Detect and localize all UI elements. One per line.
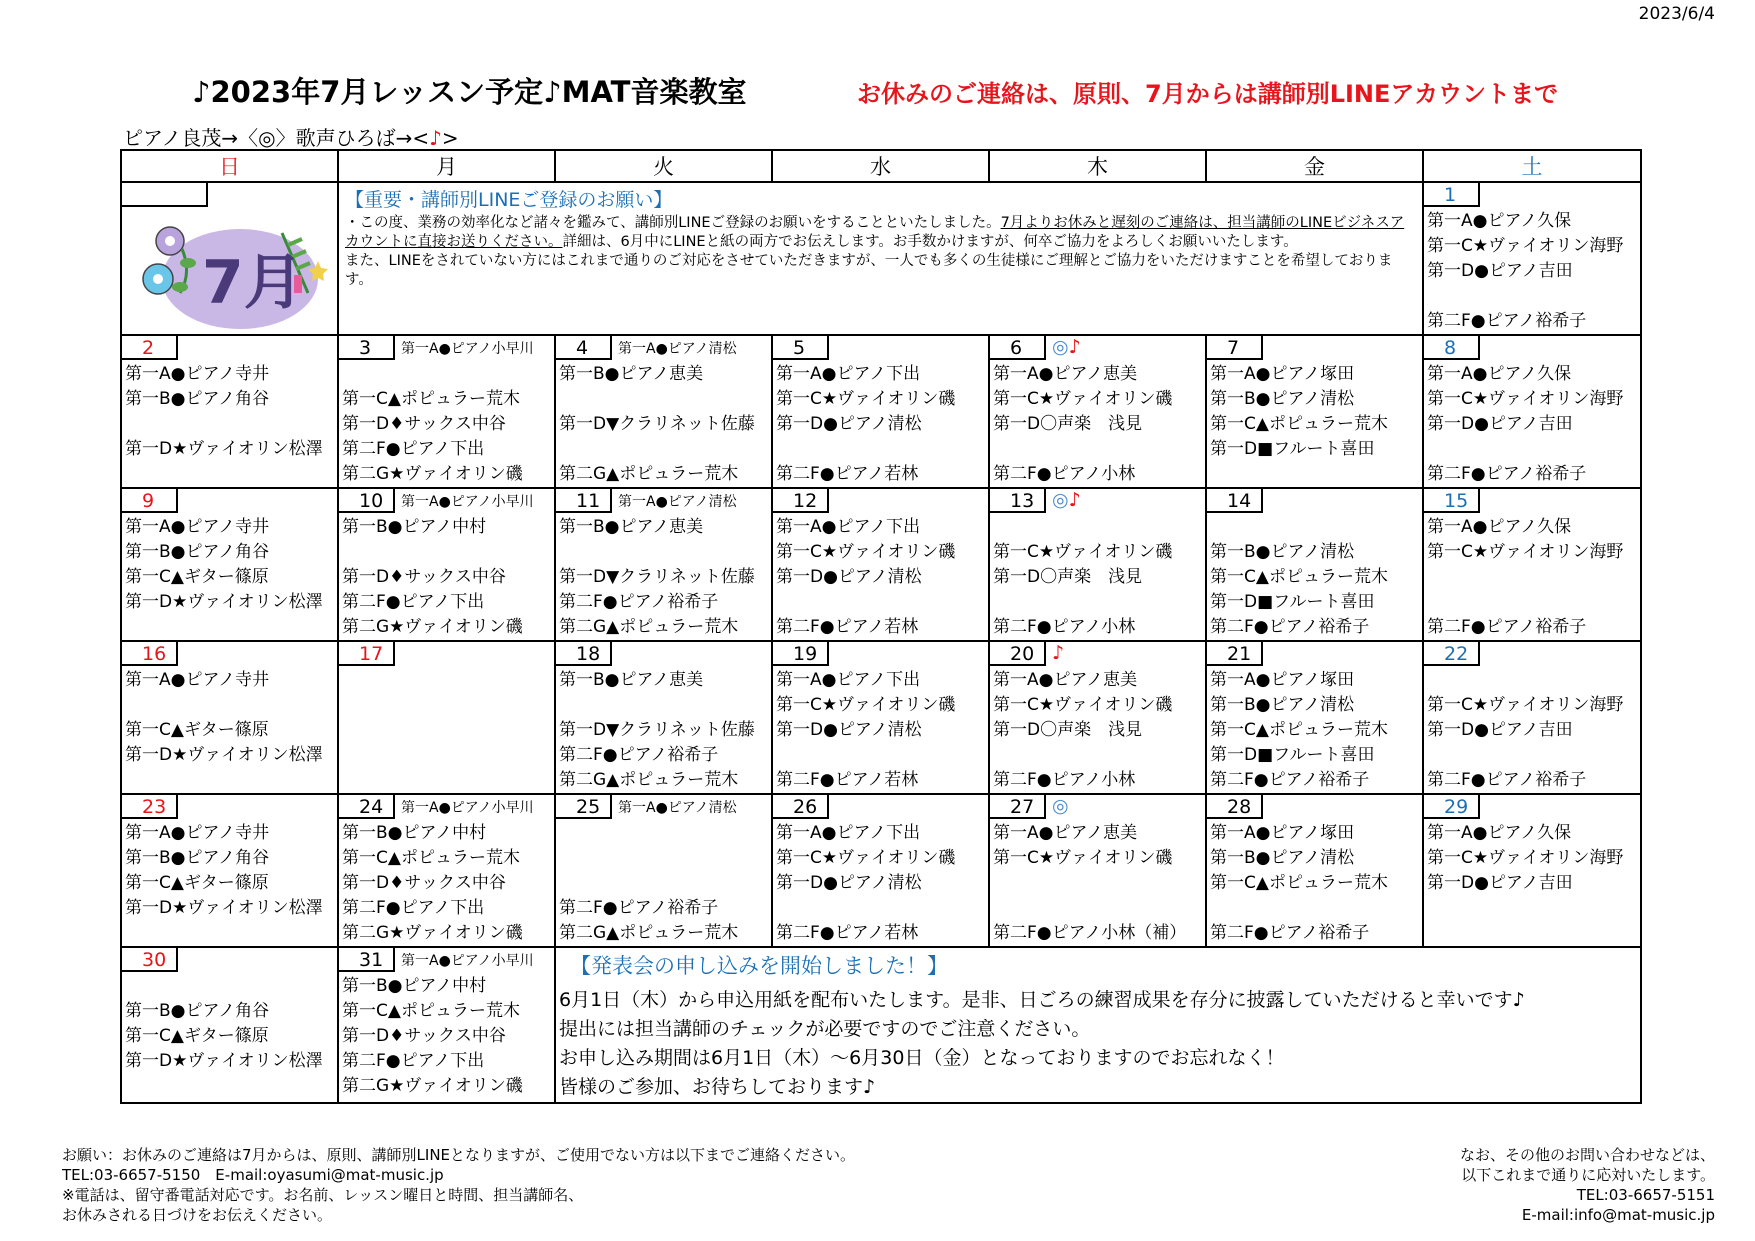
day-number: 9	[122, 489, 178, 513]
lesson-line: 第一C★ヴァイオリン磯	[993, 695, 1173, 715]
lesson-line	[556, 846, 771, 871]
lesson-line	[339, 668, 554, 693]
lesson-line: 第一C★ヴァイオリン磯	[993, 542, 1173, 562]
lesson-line	[773, 743, 988, 768]
day-cell-24	[338, 794, 555, 947]
lesson-line	[339, 362, 554, 387]
weekday-sat: 土	[1423, 150, 1641, 182]
lesson-line: 第一A●ピアノ久保	[1427, 364, 1572, 384]
lesson-line: 第一D★ヴァイオリン松澤	[125, 439, 323, 459]
calendar-table	[120, 149, 1642, 1104]
lesson-line: 第一D♦サックス中谷	[342, 873, 506, 893]
lesson-line: 第一C▲ポピュラー荒木	[1210, 873, 1388, 893]
lesson-line: 第一A●ピアノ寺井	[125, 364, 270, 384]
lesson-line: 第一C★ヴァイオリン海野	[1427, 848, 1624, 868]
lesson-line	[990, 743, 1205, 768]
lesson-line: 第一B●ピアノ角谷	[125, 542, 270, 562]
lesson-line: 第一C★ヴァイオリン海野	[1427, 389, 1624, 409]
legend	[123, 122, 459, 151]
week-row-1	[121, 182, 1641, 335]
lesson-line: 第一A●ピアノ寺井	[125, 517, 270, 537]
lesson-line: 第一D●ピアノ清松	[776, 873, 922, 893]
day-cell-22	[1423, 641, 1641, 794]
day-number: 7	[1207, 336, 1263, 360]
lesson-line: 第二F●ピアノ裕希子	[1210, 923, 1370, 943]
footer-left	[62, 1145, 855, 1225]
day-number: 17	[339, 642, 395, 666]
lesson-line: 第一D♦サックス中谷	[342, 567, 506, 587]
lesson-line: 第二F●ピアノ裕希子	[1427, 464, 1587, 484]
weekday-tue: 火	[555, 150, 772, 182]
lesson-line: 第二F●ピアノ裕希子	[1427, 617, 1587, 637]
week-row-2	[121, 335, 1641, 488]
day-number: 1	[1424, 183, 1480, 207]
lesson-line: 第二F●ピアノ小林（補）	[993, 923, 1187, 943]
special-event-marks	[1052, 642, 1064, 664]
info-title: 【重要・講師別LINEご登録のお願い】	[345, 189, 673, 211]
weekday-header-row	[121, 150, 1641, 182]
lesson-line: 第一A●ピアノ久保	[1427, 211, 1572, 231]
lesson-line: 第一D■フルート喜田	[1210, 439, 1375, 459]
lesson-line: 第一A●ピアノ寺井	[125, 823, 270, 843]
lesson-line: 第二F●ピアノ若林	[776, 464, 919, 484]
lesson-line: 第一B●ピアノ角谷	[125, 848, 270, 868]
lesson-line	[1424, 437, 1640, 462]
info-p1c: 詳細は、6月中にLINEと紙の両方でお伝えします。お手数かけますが、何卒ご協力をよろしくお願いいたします。	[562, 234, 1298, 250]
lesson-line: 第一C★ヴァイオリン磯	[776, 848, 956, 868]
lesson-line: 第一C▲ポピュラー荒木	[1210, 567, 1388, 587]
lesson-line: 第一C▲ギター篠原	[125, 567, 269, 587]
day-cell-8	[1423, 335, 1641, 488]
lesson-line: 第一D★ヴァイオリン松澤	[125, 592, 323, 612]
lesson-line: 第一B●ピアノ角谷	[125, 389, 270, 409]
day-cell-12	[772, 488, 989, 641]
lesson-line: 第一C▲ポピュラー荒木	[342, 389, 520, 409]
week-row-6	[121, 947, 1641, 1103]
lesson-line: 第一D▼クラリネット佐藤	[559, 567, 755, 587]
lesson-line	[122, 921, 337, 946]
lesson-line	[339, 743, 554, 768]
day-number: 18	[556, 642, 612, 666]
special-event-marks	[1052, 795, 1069, 817]
info-p1b: 7月よりお休みと遅刻のご連絡は、担当講師のLINEビジネスアカウントに直接お送りください。	[345, 215, 1405, 250]
piano-event-icon: ◎	[1052, 336, 1069, 358]
lesson-line: 第二G★ヴァイオリン磯	[342, 617, 523, 637]
piano-event-icon: ◎	[1052, 795, 1069, 817]
day-cell-16	[121, 641, 338, 794]
lesson-line	[1424, 743, 1640, 768]
lesson-line: 第一C▲ギター篠原	[125, 873, 269, 893]
footer-right-line: TEL:03-6657-5151	[1576, 1186, 1715, 1204]
lesson-line	[556, 540, 771, 565]
weekday-mon: 月	[338, 150, 555, 182]
lesson-line: 第一C★ヴァイオリン磯	[776, 542, 956, 562]
lesson-line: 第二F●ピアノ裕希子	[1210, 617, 1370, 637]
day-number: 6	[990, 336, 1046, 360]
day-number: 22	[1424, 642, 1480, 666]
day-number: 5	[773, 336, 829, 360]
weekday-wed: 水	[772, 150, 989, 182]
day-cell-3	[338, 335, 555, 488]
day-number: 24	[339, 795, 395, 819]
lesson-line	[990, 590, 1205, 615]
lesson-line: 第一C★ヴァイオリン磯	[776, 695, 956, 715]
lesson-line: 第一C▲ポピュラー荒木	[1210, 414, 1388, 434]
piano-event-icon: ◎	[1052, 489, 1069, 511]
lesson-line: 第一A●ピアノ塚田	[1210, 823, 1355, 843]
day-cell-18	[555, 641, 772, 794]
lesson-line: 第一D●ピアノ吉田	[1427, 261, 1573, 281]
lesson-line: 第二F●ピアノ下出	[342, 592, 485, 612]
lesson-line	[1424, 921, 1640, 946]
lesson-line: 第二F●ピアノ下出	[342, 439, 485, 459]
lesson-line: 第一C▲ポピュラー荒木	[1210, 720, 1388, 740]
lesson-line	[1424, 284, 1640, 309]
day-number: 19	[773, 642, 829, 666]
footer-right	[1460, 1145, 1715, 1225]
document-date: 2023/6/4	[1638, 4, 1715, 24]
lesson-line: 第二G★ヴァイオリン磯	[342, 923, 523, 943]
lesson-line	[122, 974, 337, 999]
lesson-line: 第一D■フルート喜田	[1210, 745, 1375, 765]
day-number: 31	[339, 948, 395, 972]
weekday-fri: 金	[1206, 150, 1423, 182]
lesson-line	[1207, 896, 1422, 921]
lesson-line: 第一C★ヴァイオリン磯	[776, 389, 956, 409]
lesson-line: 第一A●ピアノ恵美	[993, 364, 1138, 384]
lesson-line	[1424, 590, 1640, 615]
day-cell-19	[772, 641, 989, 794]
lesson-line	[339, 768, 554, 793]
week-row-3	[121, 488, 1641, 641]
lesson-line: 第二F●ピアノ裕希子	[1427, 770, 1587, 790]
info-cell	[338, 182, 1423, 335]
special-event-marks	[1052, 336, 1081, 358]
lesson-line	[773, 590, 988, 615]
day-number: 16	[122, 642, 178, 666]
day-cell-2	[121, 335, 338, 488]
day-cell-28	[1206, 794, 1423, 947]
title-row	[192, 70, 1715, 114]
info-p2: また、LINEをされていない方にはこれまで通りのご対応をさせていただきますが、一人でも多くの生徒様にご理解とご協力をいただけますことを希望しております。	[345, 253, 1393, 288]
lesson-line: 第二F●ピアノ裕希子	[1210, 770, 1370, 790]
lesson-line: 第一D●ピアノ清松	[776, 720, 922, 740]
lesson-line	[556, 693, 771, 718]
day-number: 27	[990, 795, 1046, 819]
first-lesson-inline: 第一A●ピアノ清松	[618, 800, 737, 816]
lesson-line: 第二G▲ポピュラー荒木	[559, 617, 739, 637]
lesson-line: 第一A●ピアノ下出	[776, 517, 921, 537]
legend-note-icon: ♪	[429, 126, 442, 150]
lesson-line: 第二F●ピアノ小林	[993, 464, 1136, 484]
weekday-thu: 木	[989, 150, 1206, 182]
lesson-line	[773, 896, 988, 921]
lesson-line: 第二G▲ポピュラー荒木	[559, 923, 739, 943]
lesson-line: 第一D〇声楽 浅見	[993, 414, 1143, 434]
day-cell-31	[338, 947, 555, 1103]
lesson-line	[556, 387, 771, 412]
lesson-line: 第一A●ピアノ下出	[776, 670, 921, 690]
day-number: 13	[990, 489, 1046, 513]
concert-line: 6月1日（木）から申込用紙を配布いたします。是非、日ごろの練習成果を存分に披露していただけると幸いです♪	[559, 989, 1525, 1011]
day-cell-6	[989, 335, 1206, 488]
lesson-line: 第一B●ピアノ中村	[342, 823, 487, 843]
lesson-line: 第二G★ヴァイオリン磯	[342, 464, 523, 484]
day-number: 26	[773, 795, 829, 819]
day-number: 29	[1424, 795, 1480, 819]
lesson-line: 第一D▼クラリネット佐藤	[559, 414, 755, 434]
lesson-line: 第一A●ピアノ恵美	[993, 670, 1138, 690]
lesson-line: 第一C★ヴァイオリン磯	[993, 389, 1173, 409]
day-cell-13	[989, 488, 1206, 641]
footer-right-line: 以下これまで通りに応対いたします。	[1461, 1166, 1715, 1184]
footer-left-line: ※電話は、留守番電話対応です。お名前、レッスン曜日と時間、担当講師名、	[62, 1186, 584, 1204]
day-number: 20	[990, 642, 1046, 666]
lesson-line	[1424, 565, 1640, 590]
lesson-line: 第一D●ピアノ清松	[776, 567, 922, 587]
day-cell-30	[121, 947, 338, 1103]
day-cell-4	[555, 335, 772, 488]
lesson-line: 第一A●ピアノ久保	[1427, 517, 1572, 537]
day-cell-14	[1206, 488, 1423, 641]
day-cell-7	[1206, 335, 1423, 488]
day-number: 23	[122, 795, 178, 819]
week-row-5	[121, 794, 1641, 947]
lesson-line: 第一B●ピアノ角谷	[125, 1001, 270, 1021]
lesson-line	[990, 896, 1205, 921]
day-number: 14	[1207, 489, 1263, 513]
lesson-line: 第一D★ヴァイオリン松澤	[125, 1051, 323, 1071]
lesson-line: 第一D■フルート喜田	[1210, 592, 1375, 612]
concert-line: 皆様のご参加、お待ちしております♪	[559, 1076, 876, 1098]
lesson-line	[773, 437, 988, 462]
july-illustration	[122, 183, 339, 329]
day-number: 12	[773, 489, 829, 513]
lesson-line: 第二F●ピアノ下出	[342, 1051, 485, 1071]
lesson-line: 第一A●ピアノ下出	[776, 364, 921, 384]
day-cell-9	[121, 488, 338, 641]
lesson-line: 第二F●ピアノ若林	[776, 617, 919, 637]
lesson-line: 第一B●ピアノ恵美	[559, 670, 704, 690]
day-cell-26	[772, 794, 989, 947]
concert-line: お申し込み期間は6月1日（木）～6月30日（金）となっておりますのでお忘れなく！	[559, 1047, 1285, 1069]
lesson-line: 第二G▲ポピュラー荒木	[559, 464, 739, 484]
lesson-line: 第二G▲ポピュラー荒木	[559, 770, 739, 790]
lesson-line: 第一B●ピアノ中村	[342, 976, 487, 996]
lesson-line: 第一D●ピアノ吉田	[1427, 414, 1573, 434]
lesson-line: 第二F●ピアノ裕希子	[559, 592, 719, 612]
lesson-line: 第一A●ピアノ寺井	[125, 670, 270, 690]
lesson-line: 第一B●ピアノ清松	[1210, 695, 1355, 715]
lesson-line	[1207, 462, 1422, 487]
day-number: 8	[1424, 336, 1480, 360]
weekday-sun: 日	[121, 150, 338, 182]
day-number: 21	[1207, 642, 1263, 666]
singing-event-icon: ♪	[1068, 336, 1081, 358]
footer-right-line: E-mail:info@mat-music.jp	[1521, 1206, 1715, 1224]
lesson-line: 第一A●ピアノ久保	[1427, 823, 1572, 843]
footer-right-line: なお、その他のお問い合わせなどは、	[1459, 1146, 1715, 1164]
lesson-line: 第一B●ピアノ清松	[1210, 389, 1355, 409]
concert-line: 提出には担当講師のチェックが必要ですのでご注意ください。	[559, 1018, 1091, 1040]
lesson-line	[556, 437, 771, 462]
first-lesson-inline: 第一A●ピアノ小早川	[401, 953, 534, 969]
day-number: 15	[1424, 489, 1480, 513]
lesson-line	[122, 615, 337, 640]
first-lesson-inline: 第一A●ピアノ清松	[618, 341, 737, 357]
lesson-line: 第一D〇声楽 浅見	[993, 720, 1143, 740]
lesson-line	[122, 462, 337, 487]
lesson-line: 第二F●ピアノ裕希子	[1427, 311, 1587, 331]
lesson-line	[1424, 668, 1640, 693]
lesson-line: 第一D●ピアノ吉田	[1427, 720, 1573, 740]
day-cell-17	[338, 641, 555, 794]
day-number: 3	[339, 336, 395, 360]
footer-left-line: お休みされる日づけをお伝えください。	[62, 1206, 333, 1224]
special-event-marks	[1052, 489, 1081, 511]
lesson-line	[122, 768, 337, 793]
lesson-line	[122, 693, 337, 718]
lesson-line	[990, 437, 1205, 462]
day-number: 2	[122, 336, 178, 360]
lesson-line	[339, 718, 554, 743]
lesson-line: 第二G★ヴァイオリン磯	[342, 1076, 523, 1096]
lesson-line: 第一D♦サックス中谷	[342, 1026, 506, 1046]
lesson-line: 第二F●ピアノ裕希子	[559, 745, 719, 765]
singing-event-icon: ♪	[1052, 642, 1065, 664]
day-cell-27	[989, 794, 1206, 947]
singing-event-icon: ♪	[1068, 489, 1081, 511]
lesson-line: 第一D★ヴァイオリン松澤	[125, 898, 323, 918]
week-row-4	[121, 641, 1641, 794]
info-text	[339, 214, 1422, 290]
lesson-line: 第一C▲ポピュラー荒木	[342, 848, 520, 868]
legend-text: ピアノ良茂→〈◎〉歌声ひろば→<	[123, 126, 430, 150]
lesson-line: 第一A●ピアノ塚田	[1210, 364, 1355, 384]
lesson-line	[1424, 896, 1640, 921]
lesson-line	[339, 540, 554, 565]
concert-title: 【発表会の申し込みを開始しました！】	[570, 954, 948, 978]
day-cell-5	[772, 335, 989, 488]
lesson-line: 第二F●ピアノ下出	[342, 898, 485, 918]
lesson-line	[990, 515, 1205, 540]
lesson-line: 第一D●ピアノ清松	[776, 414, 922, 434]
day-number: 30	[122, 948, 178, 972]
lesson-line	[1207, 515, 1422, 540]
lesson-line: 第一B●ピアノ清松	[1210, 542, 1355, 562]
day-number: 4	[556, 336, 612, 360]
day-number: 10	[339, 489, 395, 513]
footer-left-line: お願い：お休みのご連絡は7月からは、原則、講師別LINEとなりますが、ご使用でない方は以下までご連絡ください。	[62, 1146, 856, 1164]
lesson-line: 第一A●ピアノ恵美	[993, 823, 1138, 843]
lesson-line: 第一C▲ギター篠原	[125, 720, 269, 740]
lesson-line: 第一A●ピアノ下出	[776, 823, 921, 843]
day-number: 11	[556, 489, 612, 513]
first-lesson-inline: 第一A●ピアノ小早川	[401, 341, 534, 357]
lesson-line: 第一D▼クラリネット佐藤	[559, 720, 755, 740]
lesson-line: 第一B●ピアノ中村	[342, 517, 487, 537]
lesson-line: 第二F●ピアノ若林	[776, 770, 919, 790]
page-title: ♪2023年7月レッスン予定♪MAT音楽教室	[192, 75, 747, 109]
lesson-line	[122, 412, 337, 437]
day-number: 28	[1207, 795, 1263, 819]
day-cell-11	[555, 488, 772, 641]
lesson-line: 第一C▲ポピュラー荒木	[342, 1001, 520, 1021]
lesson-line	[990, 871, 1205, 896]
info-p1a: ・この度、業務の効率化など諸々を鑑みて、講師別LINEご登録のお願いをすることといたしました。	[345, 215, 1001, 231]
day-cell-23	[121, 794, 338, 947]
lesson-line	[556, 871, 771, 896]
day-cell-15	[1423, 488, 1641, 641]
lesson-line: 第一B●ピアノ清松	[1210, 848, 1355, 868]
lesson-line: 第一C★ヴァイオリン磯	[993, 848, 1173, 868]
lesson-line: 第一C▲ギター篠原	[125, 1026, 269, 1046]
lesson-line: 第二F●ピアノ小林	[993, 617, 1136, 637]
day-cell-20	[989, 641, 1206, 794]
lesson-line: 第一D★ヴァイオリン松澤	[125, 745, 323, 765]
lesson-line	[556, 821, 771, 846]
july-badge-cell	[121, 182, 338, 335]
concert-notice-cell	[555, 947, 1641, 1103]
july-badge-text: 7月	[202, 248, 304, 318]
lesson-line: 第一C★ヴァイオリン海野	[1427, 236, 1624, 256]
legend-close: >	[441, 126, 459, 150]
day-cell-1	[1423, 182, 1641, 335]
day-cell-21	[1206, 641, 1423, 794]
lesson-line: 第一C★ヴァイオリン海野	[1427, 542, 1624, 562]
lesson-line: 第一D〇声楽 浅見	[993, 567, 1143, 587]
day-cell-29	[1423, 794, 1641, 947]
lesson-line	[122, 1074, 337, 1099]
lesson-line: 第一A●ピアノ塚田	[1210, 670, 1355, 690]
lesson-line: 第二F●ピアノ裕希子	[559, 898, 719, 918]
day-cell-10	[338, 488, 555, 641]
day-cell-25	[555, 794, 772, 947]
lesson-line: 第二F●ピアノ小林	[993, 770, 1136, 790]
lesson-line: 第一C★ヴァイオリン海野	[1427, 695, 1624, 715]
lesson-line: 第一B●ピアノ恵美	[559, 364, 704, 384]
first-lesson-inline: 第一A●ピアノ小早川	[401, 494, 534, 510]
first-lesson-inline: 第一A●ピアノ清松	[618, 494, 737, 510]
lesson-line: 第一B●ピアノ恵美	[559, 517, 704, 537]
first-lesson-inline: 第一A●ピアノ小早川	[401, 800, 534, 816]
day-number: 25	[556, 795, 612, 819]
lesson-line: 第二F●ピアノ若林	[776, 923, 919, 943]
footer-left-line: TEL:03-6657-5150 E-mail:oyasumi@mat-music.jp	[62, 1166, 444, 1184]
lesson-line	[339, 693, 554, 718]
lesson-line: 第一D♦サックス中谷	[342, 414, 506, 434]
lesson-line: 第一D●ピアノ吉田	[1427, 873, 1573, 893]
line-notice: お休みのご連絡は、原則、7月からは講師別LINEアカウントまで	[857, 80, 1559, 108]
